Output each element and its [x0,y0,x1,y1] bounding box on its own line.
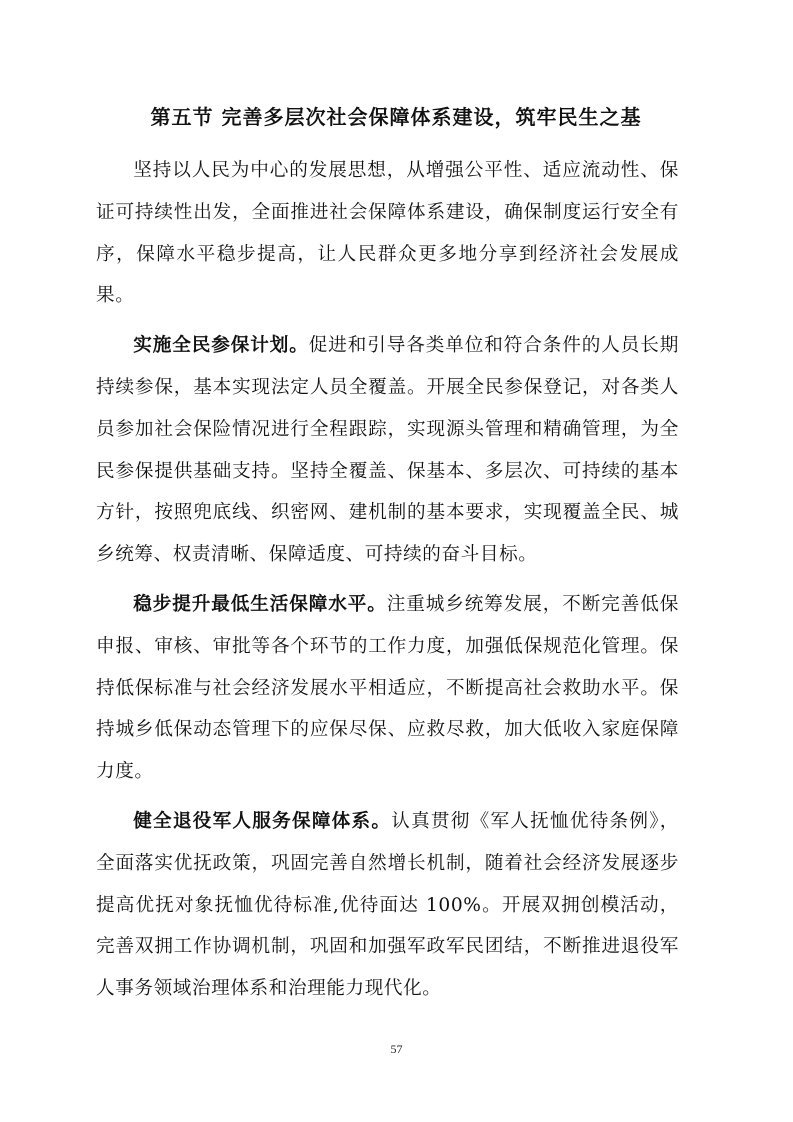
document-body [96,150,679,1018]
paragraph-veterans [96,801,679,1010]
page-number: 57 [390,1042,403,1056]
paragraph-text: 促进和引导各类单位和符合条件的人员长期持续参保，基本实现法定人员全覆盖。开展全民参保登记，对各类人员参加社会保险情况进行全程跟踪，实现源头管理和精确管理，为全民参保提供基础支持。坚持全覆盖、保基本、多层次、可持续的基本方针，按照兜底线、织密网、建机制的基本要求，实现覆盖全民、城乡统筹、权责清晰、保障适度、可持续的奋斗目标。 [96,335,679,566]
paragraph-text: 坚持以人民为中心的发展思想，从增强公平性、适应流动性、保证可持续性出发，全面推进社会保障体系建设，确保制度运行安全有序，保障水平稳步提高，让人民群众更多地分享到经济社会发展成果。 [96,160,679,307]
paragraph-universal-insurance [96,325,679,576]
section-title: 第五节 完善多层次社会保障体系建设，筑牢民生之基 [150,105,642,129]
paragraph-text: 注重城乡统筹发展，不断完善低保申报、审核、审批等各个环节的工作力度，加强低保规范化管理。保持低保标准与社会经济发展水平相适应，不断提高社会救助水平。保持城乡低保动态管理下的应保尽保、应救尽救，加大低收入家庭保障力度。 [96,593,679,783]
paragraph-minimum-living [96,584,679,793]
paragraph-lead: 健全退役军人服务保障体系。 [133,810,392,832]
paragraph-lead: 稳步提升最低生活保障水平。 [133,593,387,615]
paragraph-intro [96,150,679,317]
paragraph-lead: 实施全民参保计划。 [133,335,309,357]
paragraph-text: 认真贯彻《军人抚恤优待条例》，全面落实优抚政策，巩固完善自然增长机制，随着社会经济发展逐步提高优抚对象抚恤优待标准,优待面达 100%。开展双拥创模活动，完善双拥工作协调机制，巩固和加强军政军民团结，不断推进退役军人事务领域治理体系和治理能力现代化。 [96,810,679,1000]
